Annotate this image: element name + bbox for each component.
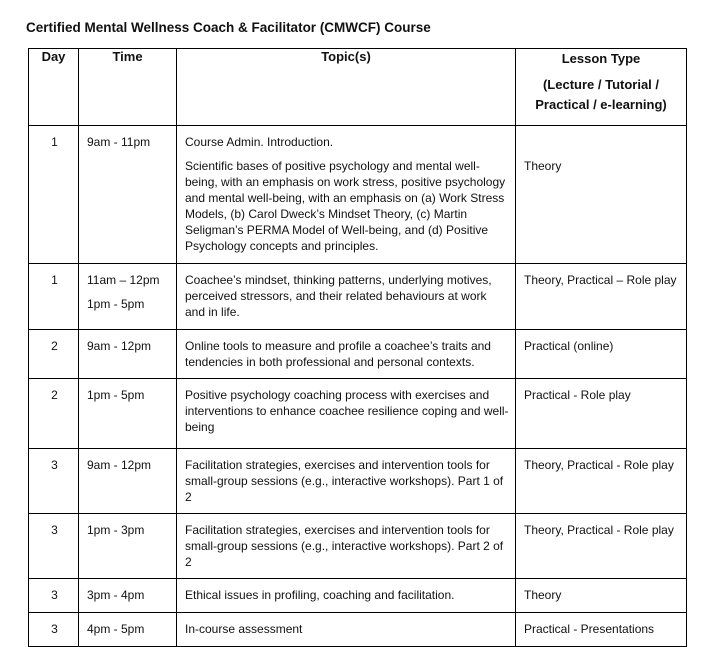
table-row [29, 613, 687, 647]
document-title: Certified Mental Wellness Coach & Facilitator (CMWCF) Course [26, 20, 431, 35]
row-time-value: 1pm - 5pm [87, 297, 145, 311]
header-lesson-type-line1: Lesson Type [561, 51, 641, 66]
row-day: 3 [29, 514, 79, 579]
header-lesson-type-line2: (Lecture / Tutorial / [542, 77, 660, 92]
row-lesson-type: Theory, Practical – Role play [516, 264, 687, 330]
header-time: Time [79, 49, 177, 126]
row-lesson-type-text: Theory [524, 159, 562, 173]
row-time [79, 264, 177, 330]
row-day: 3 [29, 613, 79, 647]
row-time-value: 4pm - 5pm [87, 622, 145, 636]
row-topic-text: Facilitation strategies, exercises and intervention tools for small-group sessions (e.g., interactive workshops). Part 2 of 2 [185, 523, 504, 569]
row-topic-text: Online tools to measure and profile a coachee’s traits and tendencies in both professional and personal contexts. [185, 339, 491, 369]
table-row [29, 514, 687, 579]
table-row [29, 449, 687, 514]
course-schedule-table [28, 48, 687, 647]
row-day: 3 [29, 449, 79, 514]
row-time-value: 9am - 11pm [87, 135, 151, 149]
row-day: 1 [29, 264, 79, 330]
row-topic-text: Ethical issues in profiling, coaching and facilitation. [185, 588, 455, 602]
row-topic-text: Facilitation strategies, exercises and intervention tools for small-group sessions (e.g., interactive workshops). Part 1 of 2 [185, 458, 504, 504]
row-topic-text: Coachee’s mindset, thinking patterns, underlying motives, perceived stressors, and their related behaviours at work and in life. [185, 273, 492, 319]
row-topic-text: In-course assessment [185, 622, 303, 636]
row-lesson-type: Theory, Practical - Role play [516, 449, 687, 514]
table-row [29, 264, 687, 330]
row-topic-text: Positive psychology coaching process with exercises and interventions to enhance coachee resilience coping and well-being [185, 388, 509, 434]
row-time [79, 330, 177, 379]
row-time-value: 1pm - 5pm [87, 388, 145, 402]
row-lesson-type: Theory, Practical - Role play [516, 514, 687, 579]
table-row [29, 126, 687, 264]
header-lesson-type-line3: Practical / e-learning) [535, 97, 667, 112]
header-day: Day [29, 49, 79, 126]
row-topic-text: Scientific bases of positive psychology and mental well-being, with an emphasis on work stress, positive psychology and mental well-being, with an emphasis on (a) Work Stress Models, (b) Carol Dweck’s Mindset Theory, (c) Martin Seligman’s PERMA Model of Well-being, and (d) Positive Psychology concepts and principles. [185, 159, 506, 253]
row-topic [177, 514, 516, 579]
table-row [29, 579, 687, 613]
row-day: 3 [29, 579, 79, 613]
row-topic [177, 126, 516, 264]
row-time-value: 11am – 12pm [87, 273, 160, 287]
row-lesson-type: Theory [516, 579, 687, 613]
row-topic [177, 330, 516, 379]
row-time [79, 379, 177, 449]
row-time [79, 449, 177, 514]
row-topic [177, 613, 516, 647]
row-time [79, 514, 177, 579]
row-topic-text: Course Admin. Introduction. [185, 135, 334, 149]
header-topics: Topic(s) [177, 49, 516, 126]
row-topic [177, 264, 516, 330]
row-lesson-type [516, 126, 687, 264]
header-lesson-type [516, 49, 687, 126]
row-time [79, 126, 177, 264]
row-topic [177, 379, 516, 449]
row-time-value: 1pm - 3pm [87, 523, 145, 537]
row-day: 1 [29, 126, 79, 264]
row-lesson-type: Practical (online) [516, 330, 687, 379]
table-row [29, 330, 687, 379]
row-time [79, 579, 177, 613]
row-topic [177, 579, 516, 613]
row-lesson-type: Practical - Presentations [516, 613, 687, 647]
row-lesson-type: Practical - Role play [516, 379, 687, 449]
row-time [79, 613, 177, 647]
table-row [29, 379, 687, 449]
table-header-row [29, 49, 687, 126]
row-time-value: 9am - 12pm [87, 458, 152, 472]
row-time-value: 9am - 12pm [87, 339, 152, 353]
row-day: 2 [29, 330, 79, 379]
row-topic [177, 449, 516, 514]
row-time-value: 3pm - 4pm [87, 588, 145, 602]
row-day: 2 [29, 379, 79, 449]
